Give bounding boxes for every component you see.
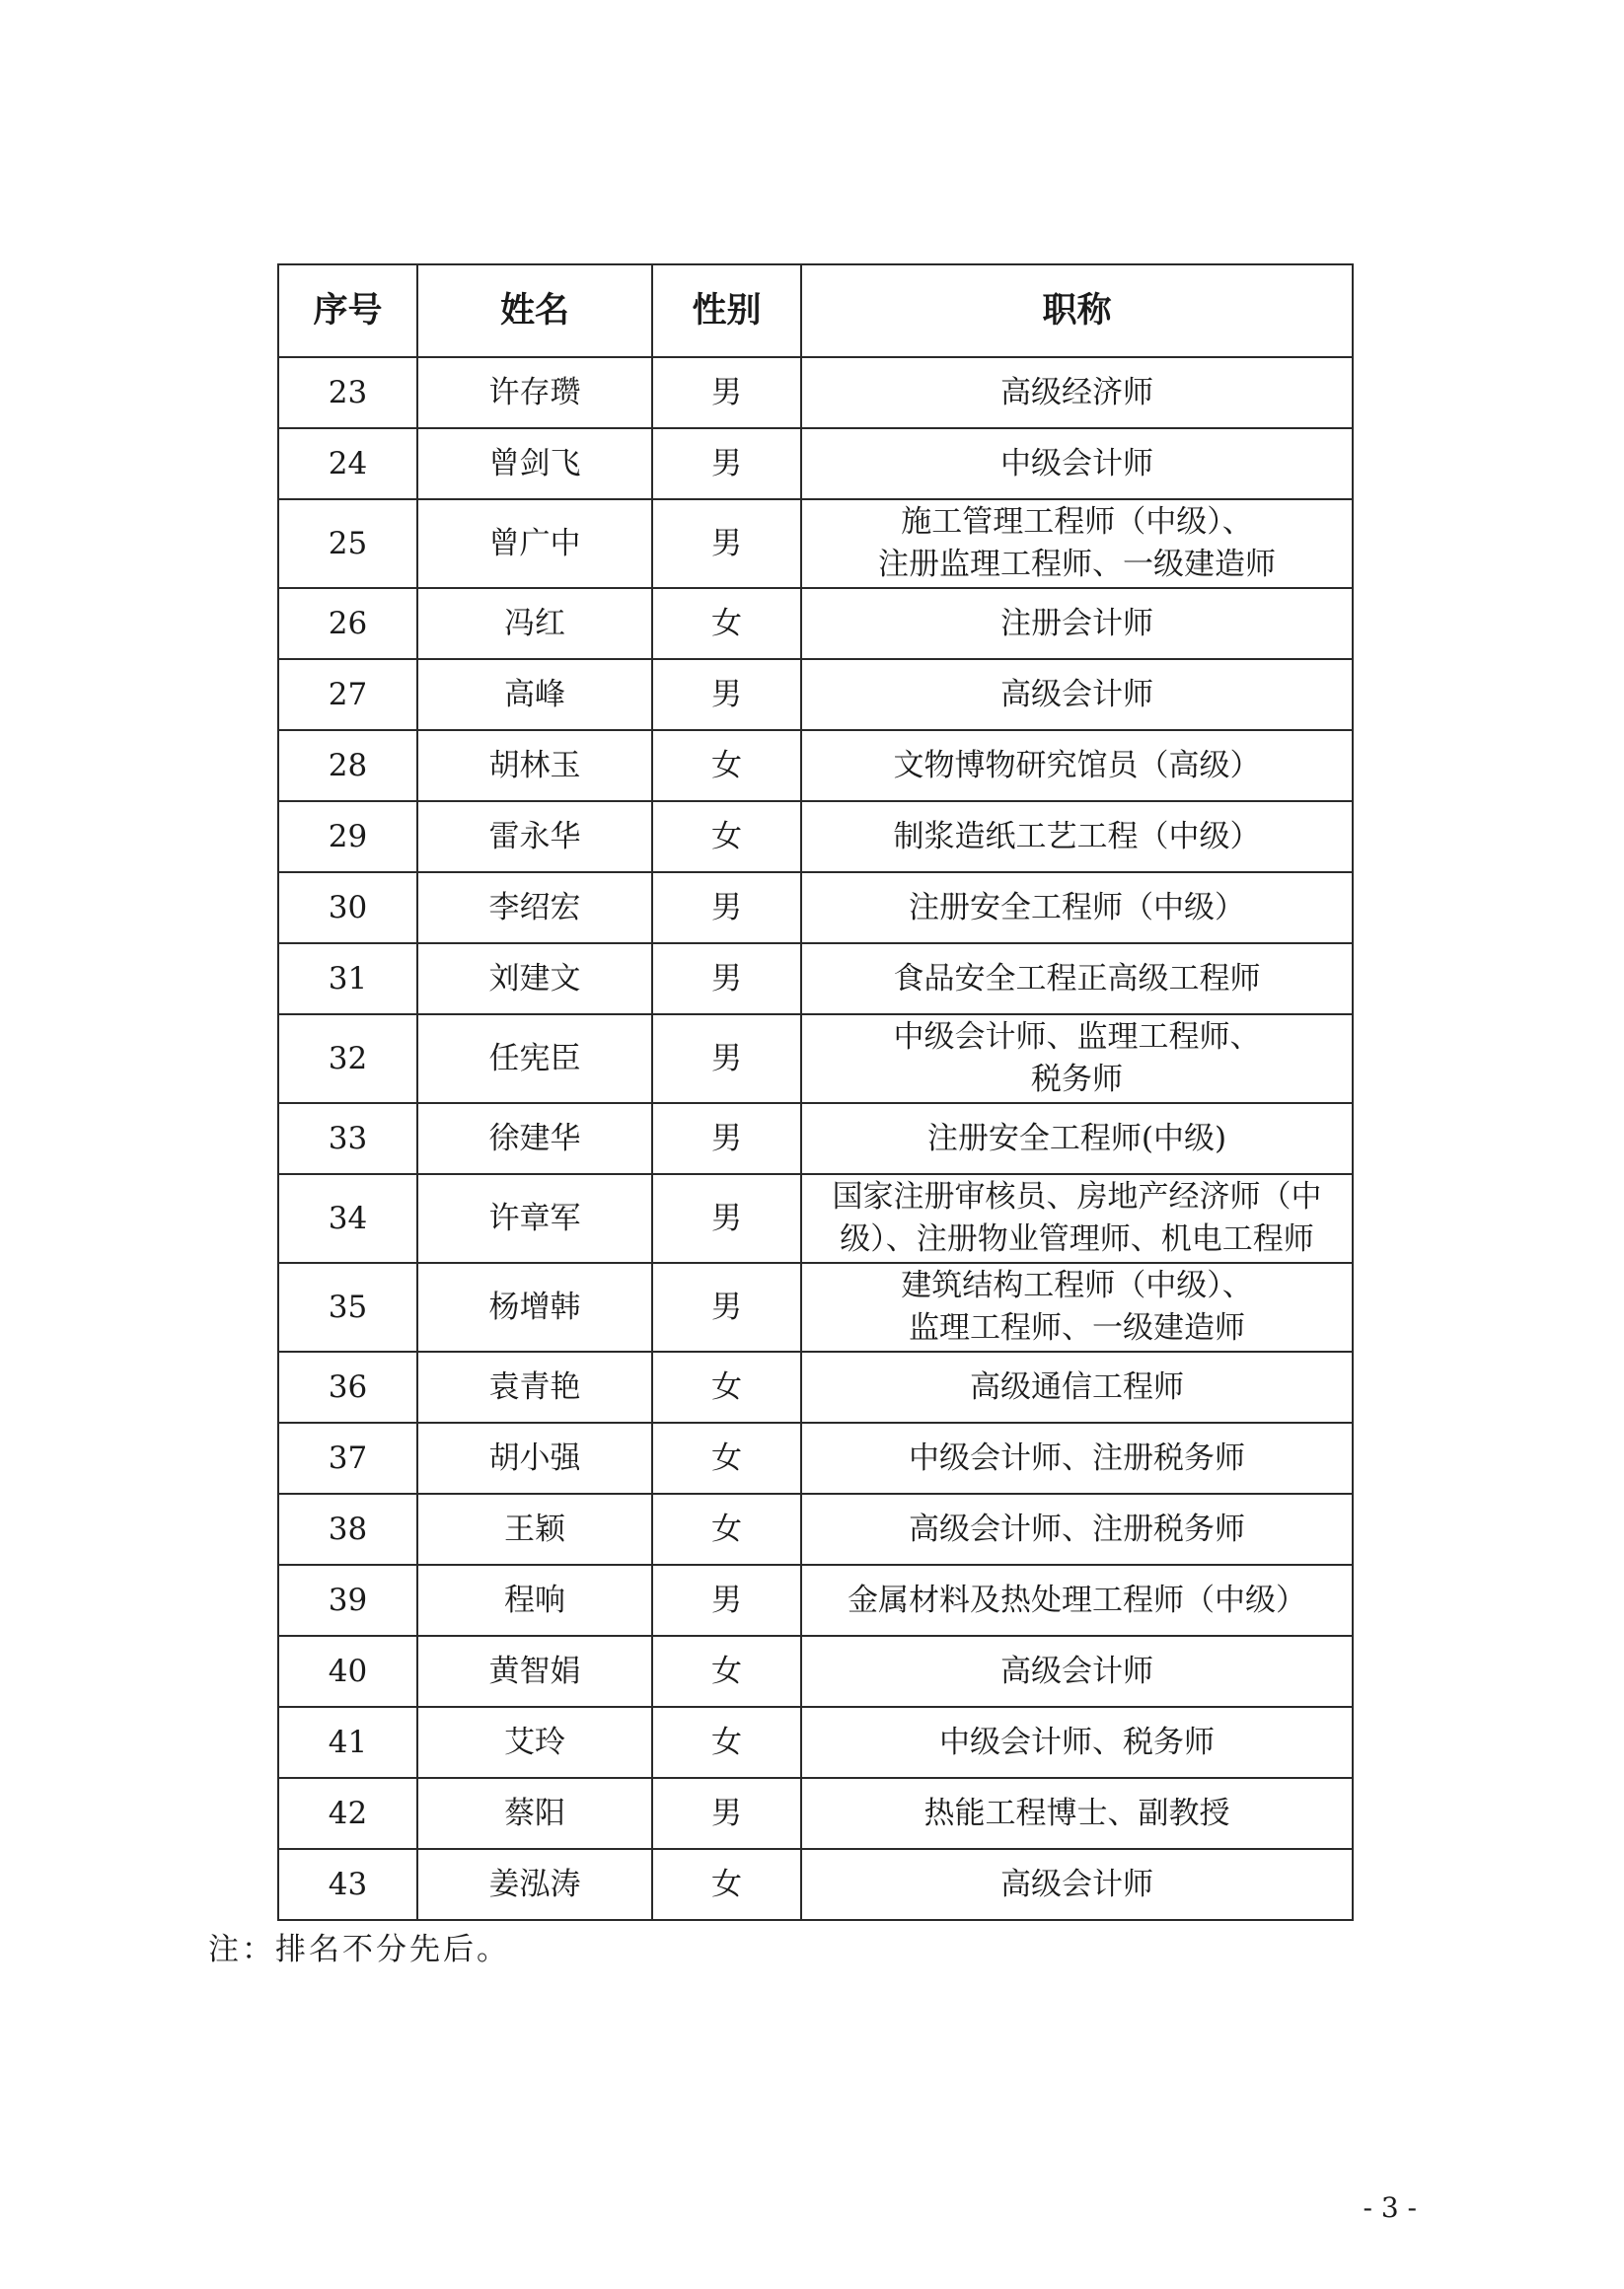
cell-title: [801, 1423, 1353, 1494]
cell-gender: 男: [652, 872, 801, 943]
title-line: 注册安全工程师(中级): [926, 1120, 1227, 1156]
cell-title: [801, 499, 1353, 588]
cell-no: 33: [278, 1103, 417, 1174]
table-row: [278, 1494, 1353, 1565]
title-line: 食品安全工程正高级工程师: [893, 960, 1261, 997]
cell-name: 曾广中: [417, 499, 652, 588]
cell-no: 29: [278, 801, 417, 872]
cell-title: [801, 1352, 1353, 1423]
title-line: 高级会计师: [1000, 676, 1153, 712]
cell-title: [801, 357, 1353, 428]
cell-title: [801, 1778, 1353, 1849]
cell-name: 蔡阳: [417, 1778, 652, 1849]
table-row: [278, 1707, 1353, 1778]
title-line: 施工管理工程师（中级）、: [901, 504, 1253, 540]
cell-name: 姜泓涛: [417, 1849, 652, 1920]
table-row: [278, 872, 1353, 943]
cell-name: 杨增韩: [417, 1263, 652, 1352]
title-line: 高级会计师、注册税务师: [909, 1511, 1245, 1547]
table-row: [278, 1352, 1353, 1423]
title-line: 金属材料及热处理工程师（中级）: [848, 1582, 1306, 1618]
cell-gender: 男: [652, 1174, 801, 1263]
cell-gender: 男: [652, 659, 801, 730]
cell-gender: 女: [652, 1423, 801, 1494]
title-line: 高级会计师: [1000, 1653, 1153, 1689]
cell-gender: 男: [652, 1014, 801, 1103]
cell-title: [801, 1494, 1353, 1565]
cell-no: 34: [278, 1174, 417, 1263]
cell-no: 24: [278, 428, 417, 499]
table-row: [278, 1103, 1353, 1174]
title-line: 国家注册审核员、房地产经济师（中: [832, 1179, 1322, 1215]
cell-title: [801, 730, 1353, 801]
cell-name: 曾剑飞: [417, 428, 652, 499]
table-row: [278, 801, 1353, 872]
cell-no: 38: [278, 1494, 417, 1565]
cell-gender: 女: [652, 730, 801, 801]
cell-no: 37: [278, 1423, 417, 1494]
cell-title: [801, 659, 1353, 730]
cell-gender: 女: [652, 1352, 801, 1423]
cell-gender: 男: [652, 943, 801, 1014]
cell-no: 42: [278, 1778, 417, 1849]
cell-gender: 男: [652, 428, 801, 499]
title-line: 级）、注册物业管理师、机电工程师: [840, 1221, 1314, 1257]
title-line: 文物博物研究馆员（高级）: [893, 747, 1261, 783]
cell-name: 李绍宏: [417, 872, 652, 943]
title-line: 中级会计师、监理工程师、: [893, 1019, 1261, 1055]
cell-gender: 女: [652, 1494, 801, 1565]
cell-name: 雷永华: [417, 801, 652, 872]
title-line: 制浆造纸工艺工程（中级）: [893, 818, 1261, 854]
cell-gender: 男: [652, 1263, 801, 1352]
cell-no: 32: [278, 1014, 417, 1103]
header-gender: 性别: [652, 264, 801, 357]
cell-no: 28: [278, 730, 417, 801]
table-row: [278, 499, 1353, 588]
cell-name: 任宪臣: [417, 1014, 652, 1103]
title-line: 注册会计师: [1000, 605, 1153, 641]
table-row: [278, 1636, 1353, 1707]
footnote: 注：排名不分先后。: [208, 1932, 510, 1967]
table-body: [278, 357, 1353, 1920]
cell-gender: 女: [652, 1849, 801, 1920]
table-row: [278, 588, 1353, 659]
page-number: - 3 -: [1363, 2191, 1417, 2224]
cell-title: [801, 1565, 1353, 1636]
cell-title: [801, 588, 1353, 659]
cell-title: [801, 872, 1353, 943]
cell-title: [801, 943, 1353, 1014]
cell-gender: 女: [652, 801, 801, 872]
cell-no: 39: [278, 1565, 417, 1636]
title-line: 注册监理工程师、一级建造师: [878, 547, 1276, 582]
cell-no: 25: [278, 499, 417, 588]
cell-gender: 男: [652, 1565, 801, 1636]
cell-name: 许章军: [417, 1174, 652, 1263]
title-line: 中级会计师: [1000, 445, 1153, 481]
title-line: 监理工程师、一级建造师: [909, 1310, 1245, 1346]
table-header-row: [278, 264, 1353, 357]
cell-no: 40: [278, 1636, 417, 1707]
table-row: [278, 659, 1353, 730]
title-line: 高级经济师: [1000, 374, 1153, 410]
cell-name: 艾玲: [417, 1707, 652, 1778]
title-line: 热能工程博士、副教授: [923, 1795, 1230, 1831]
table-row: [278, 1014, 1353, 1103]
cell-no: 30: [278, 872, 417, 943]
title-line: 注册安全工程师（中级）: [909, 889, 1245, 925]
cell-title: [801, 1014, 1353, 1103]
title-line: 中级会计师、注册税务师: [909, 1440, 1245, 1476]
cell-name: 胡林玉: [417, 730, 652, 801]
cell-title: [801, 801, 1353, 872]
cell-title: [801, 1707, 1353, 1778]
cell-title: [801, 1174, 1353, 1263]
cell-name: 王颖: [417, 1494, 652, 1565]
table-row: [278, 1565, 1353, 1636]
table-row: [278, 1174, 1353, 1263]
cell-gender: 男: [652, 499, 801, 588]
cell-no: 41: [278, 1707, 417, 1778]
table-row: [278, 1263, 1353, 1352]
cell-no: 23: [278, 357, 417, 428]
cell-title: [801, 1103, 1353, 1174]
cell-gender: 男: [652, 1778, 801, 1849]
table-row: [278, 943, 1353, 1014]
cell-title: [801, 1636, 1353, 1707]
cell-title: [801, 1849, 1353, 1920]
cell-name: 程响: [417, 1565, 652, 1636]
header-title: 职称: [801, 264, 1353, 357]
title-line: 建筑结构工程师（中级）、: [901, 1268, 1253, 1303]
title-line: 高级会计师: [1000, 1866, 1153, 1902]
header-name: 姓名: [417, 264, 652, 357]
cell-name: 冯红: [417, 588, 652, 659]
table-row: [278, 1778, 1353, 1849]
cell-gender: 女: [652, 1636, 801, 1707]
cell-name: 刘建文: [417, 943, 652, 1014]
cell-name: 胡小强: [417, 1423, 652, 1494]
roster-table: [277, 263, 1354, 1921]
cell-gender: 女: [652, 1707, 801, 1778]
cell-no: 27: [278, 659, 417, 730]
header-no: 序号: [278, 264, 417, 357]
cell-no: 31: [278, 943, 417, 1014]
cell-no: 35: [278, 1263, 417, 1352]
cell-name: 高峰: [417, 659, 652, 730]
cell-name: 徐建华: [417, 1103, 652, 1174]
cell-gender: 女: [652, 588, 801, 659]
cell-no: 36: [278, 1352, 417, 1423]
table-row: [278, 730, 1353, 801]
cell-name: 黄智娟: [417, 1636, 652, 1707]
cell-name: 许存瓒: [417, 357, 652, 428]
cell-no: 43: [278, 1849, 417, 1920]
title-line: 高级通信工程师: [970, 1368, 1184, 1405]
cell-no: 26: [278, 588, 417, 659]
title-line: 税务师: [1031, 1062, 1123, 1097]
table-row: [278, 357, 1353, 428]
title-line: 中级会计师、税务师: [939, 1724, 1215, 1760]
cell-title: [801, 428, 1353, 499]
cell-title: [801, 1263, 1353, 1352]
cell-gender: 男: [652, 1103, 801, 1174]
table-row: [278, 1423, 1353, 1494]
cell-gender: 男: [652, 357, 801, 428]
table-row: [278, 1849, 1353, 1920]
cell-name: 袁青艳: [417, 1352, 652, 1423]
table-row: [278, 428, 1353, 499]
